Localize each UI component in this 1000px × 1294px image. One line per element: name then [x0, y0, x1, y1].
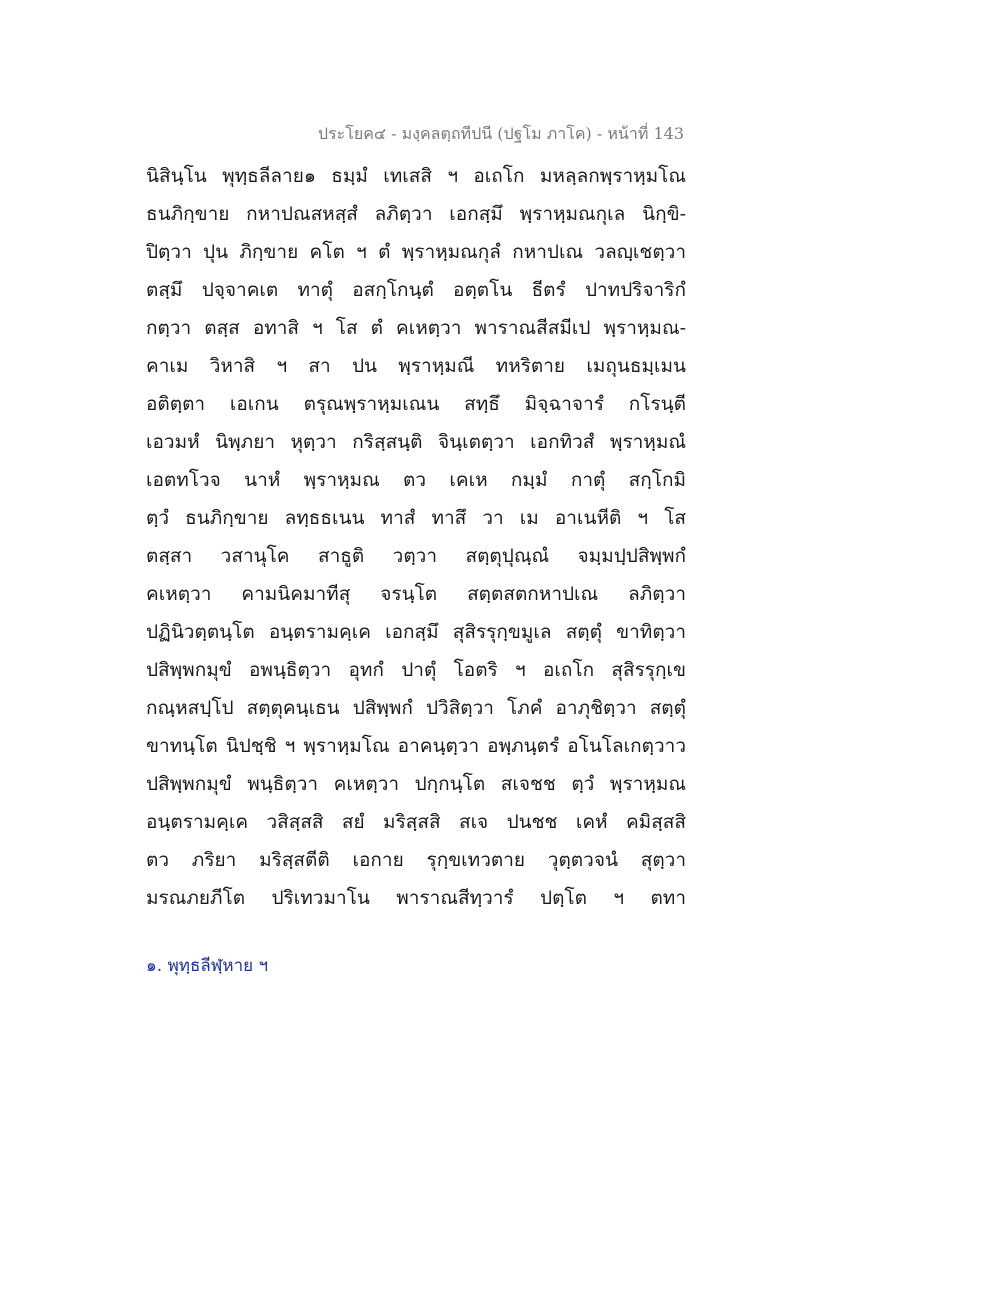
text-line: ธนภิกฺขาย กหาปณสหสฺสํ ลภิตฺวา เอกสฺมึ พฺราหฺมณกุเล นิกฺขิ-: [146, 203, 686, 225]
body-text: [146, 157, 686, 917]
text-line: อติตฺตา เอเกน ตรุณพฺราหฺมเณน สทฺธึ มิจฺฉาจารํ กโรนฺตี: [146, 393, 686, 415]
text-line: ตสฺสา วสานุโค สาธูติ วตฺวา สตฺตุปุณฺณํ จมฺมปฺปสิพฺพกํ: [146, 545, 686, 567]
text-line: ปฏินิวตฺตนฺโต อนฺตรามคฺเค เอกสฺมึ สุสิรรุกฺขมูเล สตฺตุํ ขาทิตฺวา: [146, 621, 686, 643]
text-line: นิสินฺโน พุทฺธลีลาย๑ ธมฺมํ เทเสสิ ฯ อเถโก มหลฺลกพฺราหฺมโณ: [146, 165, 686, 187]
text-line: เอตทโวจ นาหํ พฺราหฺมณ ตว เคเห กมฺมํ กาตุํ สกฺโกมิ: [146, 469, 686, 491]
text-line: มรณภยภีโต ปริเทวมาโน พาราณสีทฺวารํ ปตฺโต ฯ ตทา: [146, 887, 686, 909]
text-line: คาเม วิหาสิ ฯ สา ปน พฺราหฺมณี ทหริตาย เมถุนธมฺเมน: [146, 355, 686, 377]
text-line: ตว ภริยา มริสฺสตีติ เอกาย รุกฺขเทวตาย วุตฺตวจนํ สุตฺวา: [146, 849, 686, 871]
text-line: ตฺวํ ธนภิกฺขาย ลทฺธธเนน ทาสํ ทาสึ วา เม อาเนหีติ ฯ โส: [146, 507, 686, 529]
text-line: ปิตฺวา ปุน ภิกฺขาย คโต ฯ ตํ พฺราหฺมณกุลํ กหาปเณ วลญฺเชตฺวา: [146, 241, 686, 263]
running-header: ประโยค๔ - มงฺคลตฺถทีปนี (ปฐโม ภาโค) - หน้าที่ 143: [317, 124, 684, 143]
text-line: ตสฺมึ ปจฺจาคเต ทาตุํ อสกฺโกนฺตํ อตฺตโน ธีตรํ ปาทปริจาริกํ: [146, 279, 686, 301]
text-line: ปสิพฺพกมุขํ อพนฺธิตฺวา อุทกํ ปาตุํ โอตริ ฯ อเถโก สุสิรรุกฺเข: [146, 659, 686, 681]
text-line: ปสิพฺพกมุขํ พนฺธิตฺวา คเหตฺวา ปกฺกนฺโต สเจชช ตฺวํ พฺราหฺมณ: [146, 773, 686, 795]
footnote: ๑. พุทฺธลีฬฺหาย ฯ: [146, 956, 269, 976]
text-line: เอวมหํ นิพฺภยา หุตฺวา กริสฺสนฺติ จินฺเตตฺวา เอกทิวสํ พฺราหฺมณํ: [146, 431, 686, 453]
text-line: ขาทนฺโต นิปชฺชิ ฯ พฺราหฺมโณ อาคนฺตฺวา อพฺภนฺตรํ อโนโลเกตฺวาว: [146, 735, 686, 757]
text-line: กตฺวา ตสฺส อทาสิ ฯ โส ตํ คเหตฺวา พาราณสีสมีเป พฺราหฺมณ-: [146, 317, 686, 339]
text-line: อนฺตรามคฺเค วสิสฺสสิ สยํ มริสฺสสิ สเจ ปนชช เคหํ คมิสฺสสิ: [146, 811, 686, 833]
text-line: กณฺหสปฺโป สตฺตุคนฺเธน ปสิพฺพกํ ปวิสิตฺวา โภคํ อาภุชิตฺวา สตฺตุํ: [146, 697, 686, 719]
text-line: คเหตฺวา คามนิคมาทีสุ จรนฺโต สตฺตสตกหาปเณ ลภิตฺวา: [146, 583, 686, 605]
